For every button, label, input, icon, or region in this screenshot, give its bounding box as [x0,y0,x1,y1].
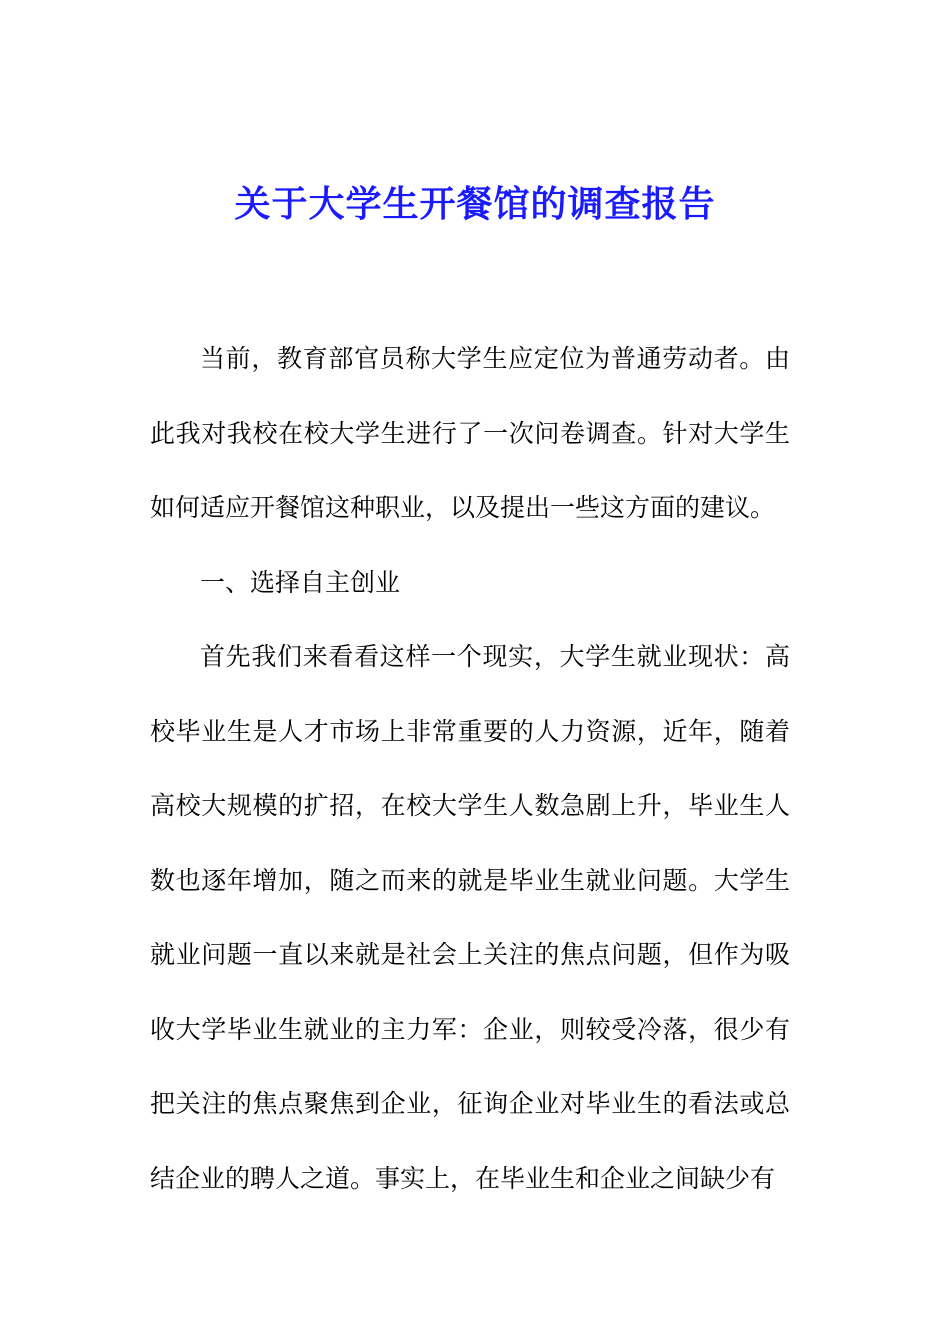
document-title: 关于大学生开餐馆的调查报告 [234,183,716,225]
document-body [150,322,790,1216]
paragraph-intro: 当前，教育部官员称大学生应定位为普通劳动者。由此我对我校在校大学生进行了一次问卷调查。针对大学生如何适应开餐馆这种职业，以及提出一些这方面的建议。 [150,344,790,522]
paragraph-employment-status: 首先我们来看看这样一个现实，大学生就业现状：高校毕业生是人才市场上非常重要的人力资源，近年，随着高校大规模的扩招，在校大学生人数急剧上升，毕业生人数也逐年增加，随之而来的就是毕业生就业问题。大学生就业问题一直以来就是社会上关注的焦点问题，但作为吸收大学毕业生就业的主力军：企业，则较受冷落，很少有把关注的焦点聚焦到企业，征询企业对毕业生的看法或总结企业的聘人之道。事实上，在毕业生和企业之间缺少有 [150,642,790,1193]
section-heading-1: 一、选择自主创业 [200,567,401,597]
